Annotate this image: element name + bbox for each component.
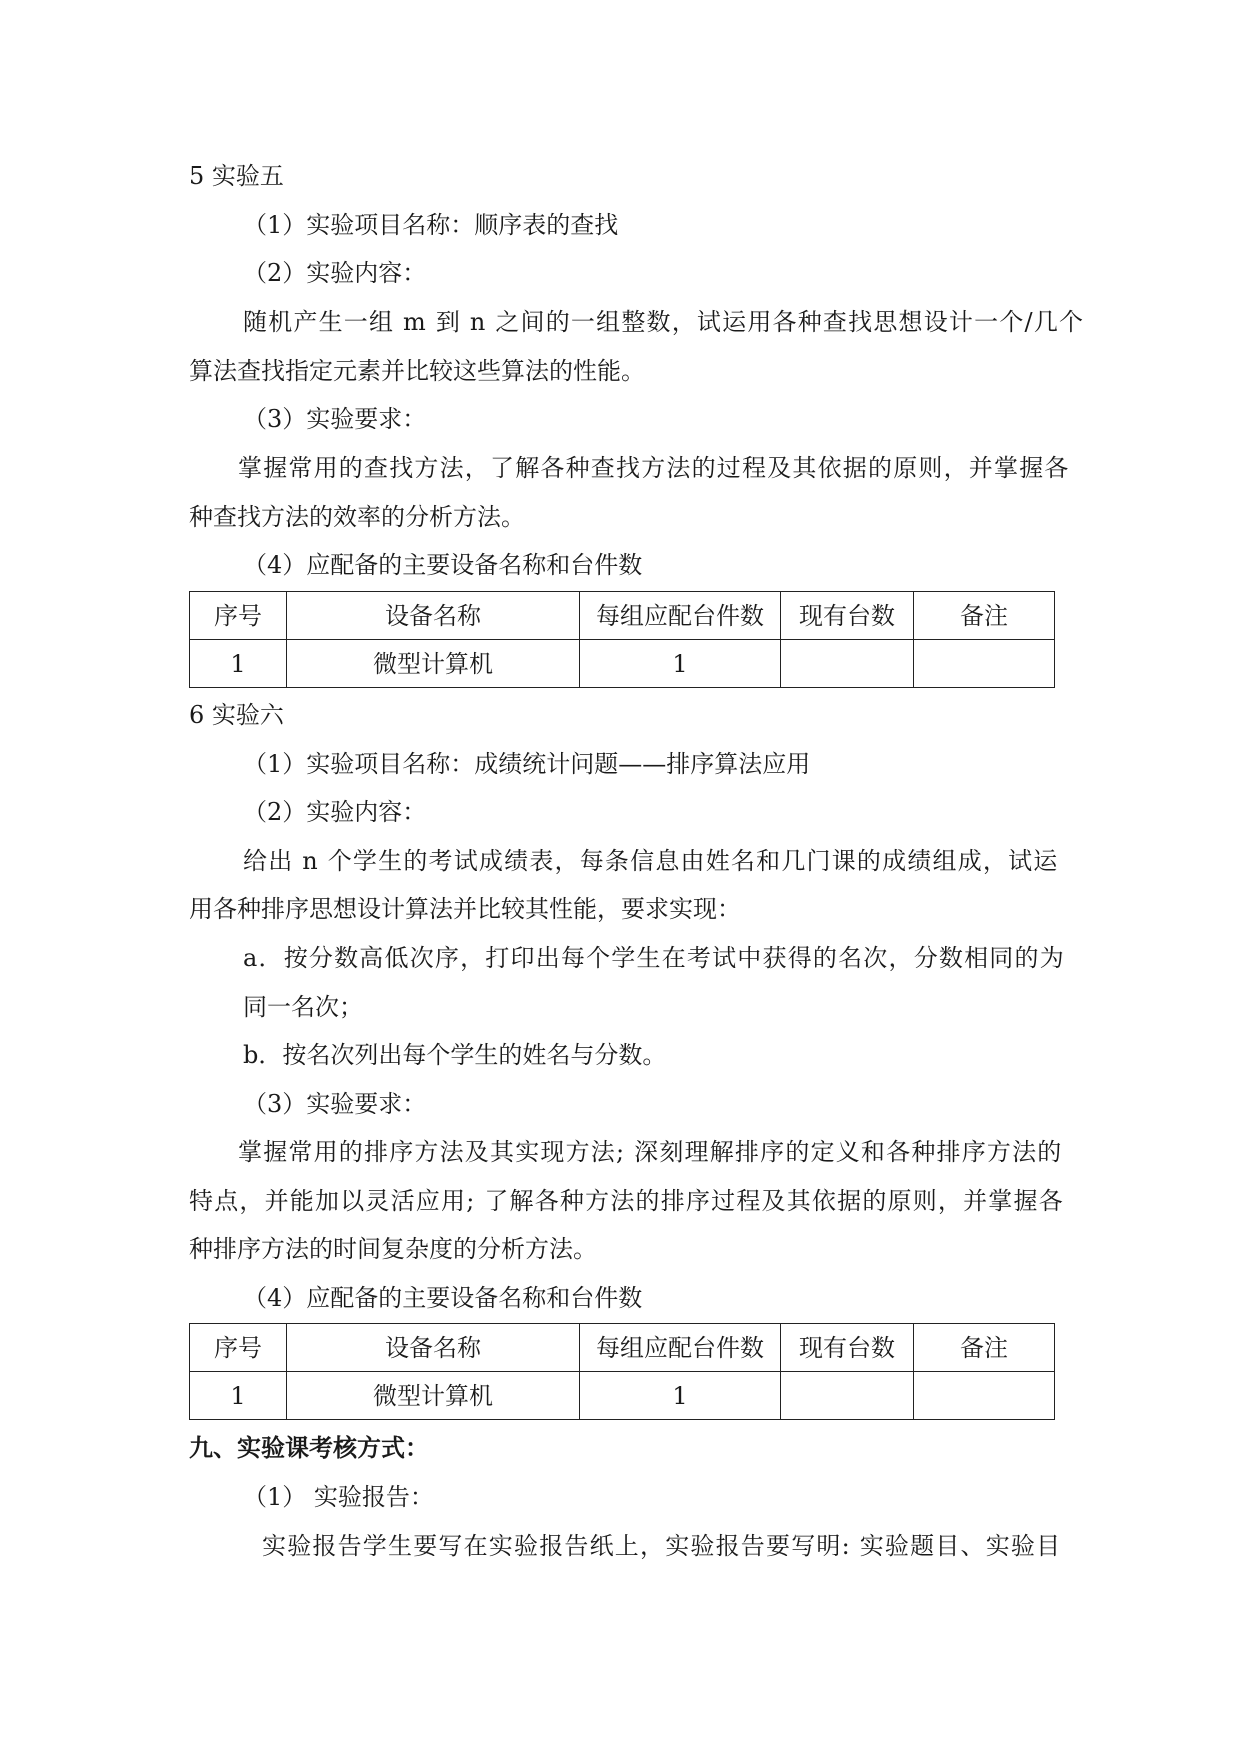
- exp5-content-line-2: 算法查找指定元素并比较这些算法的性能。: [189, 357, 645, 385]
- exp5-project-name: （1）实验项目名称：顺序表的查找: [243, 211, 619, 239]
- table-header-row: [190, 592, 1055, 640]
- exp6-item-b: b．按名次列出每个学生的姓名与分数。: [243, 1041, 667, 1069]
- exp6-requirements-label: （3）实验要求：: [243, 1090, 427, 1118]
- exp5-equipment-table: [189, 591, 1055, 688]
- exp6-requirements-line-2: 特点，并能加以灵活应用; 了解各种方法的排序过程及其依据的原则，并掌握各: [189, 1187, 1064, 1215]
- exp5-requirements-line-2: 种查找方法的效率的分析方法。: [189, 503, 525, 531]
- table-header-cell: 设备名称: [287, 592, 580, 640]
- exp5-content-label: （2）实验内容：: [243, 259, 427, 287]
- exp5-heading: 5 实验五: [189, 162, 284, 190]
- table-cell: [781, 1372, 914, 1420]
- table-header-cell: 序号: [190, 592, 287, 640]
- table-header-cell: 现有台数: [781, 1324, 914, 1372]
- exp5-content-line-1: 随机产生一组 m 到 n 之间的一组整数，试运用各种查找思想设计一个/几个: [243, 308, 1085, 336]
- exp5-equipment-label: （4）应配备的主要设备名称和台件数: [243, 551, 643, 579]
- table-cell: [781, 640, 914, 688]
- section9-report-text-line-1: 实验报告学生要写在实验报告纸上，实验报告要写明: 实验题目、实验目: [262, 1532, 1062, 1560]
- exp6-heading: 6 实验六: [189, 701, 284, 729]
- table-header-cell: 每组应配台件数: [580, 1324, 781, 1372]
- exp6-equipment-label: （4）应配备的主要设备名称和台件数: [243, 1284, 643, 1312]
- exp6-equipment-table: [189, 1323, 1055, 1420]
- table-cell: 1: [190, 640, 287, 688]
- table-cell: [914, 640, 1055, 688]
- exp6-content-line-2: 用各种排序思想设计算法并比较其性能，要求实现：: [189, 895, 741, 923]
- exp6-requirements-line-1: 掌握常用的排序方法及其实现方法; 深刻理解排序的定义和各种排序方法的: [238, 1138, 1063, 1166]
- table-header-cell: 备注: [914, 1324, 1055, 1372]
- table-header-cell: 备注: [914, 592, 1055, 640]
- section9-report-label: （1） 实验报告：: [243, 1483, 434, 1511]
- exp5-requirements-line-1: 掌握常用的查找方法，了解各种查找方法的过程及其依据的原则，并掌握各: [238, 454, 1070, 482]
- table-cell: 1: [580, 640, 781, 688]
- table-cell: 微型计算机: [287, 640, 580, 688]
- table-cell: [914, 1372, 1055, 1420]
- table-cell: 1: [580, 1372, 781, 1420]
- table-header-cell: 设备名称: [287, 1324, 580, 1372]
- table-header-cell: 序号: [190, 1324, 287, 1372]
- table-header-cell: 现有台数: [781, 592, 914, 640]
- exp6-content-label: （2）实验内容：: [243, 798, 427, 826]
- exp6-item-a-line-2: 同一名次；: [243, 993, 363, 1021]
- exp6-project-name: （1）实验项目名称：成绩统计问题——排序算法应用: [243, 750, 811, 778]
- table-header-cell: 每组应配台件数: [580, 592, 781, 640]
- table-header-row: [190, 1324, 1055, 1372]
- section9-heading: 九、实验课考核方式：: [189, 1434, 429, 1462]
- exp6-item-a-line-1: a．按分数高低次序，打印出每个学生在考试中获得的名次，分数相同的为: [243, 944, 1065, 972]
- table-cell: 1: [190, 1372, 287, 1420]
- table-cell: 微型计算机: [287, 1372, 580, 1420]
- table-row: [190, 640, 1055, 688]
- table-row: [190, 1372, 1055, 1420]
- exp6-requirements-line-3: 种排序方法的时间复杂度的分析方法。: [189, 1235, 597, 1263]
- exp6-content-line-1: 给出 n 个学生的考试成绩表，每条信息由姓名和几门课的成绩组成，试运: [243, 847, 1059, 875]
- exp5-requirements-label: （3）实验要求：: [243, 405, 427, 433]
